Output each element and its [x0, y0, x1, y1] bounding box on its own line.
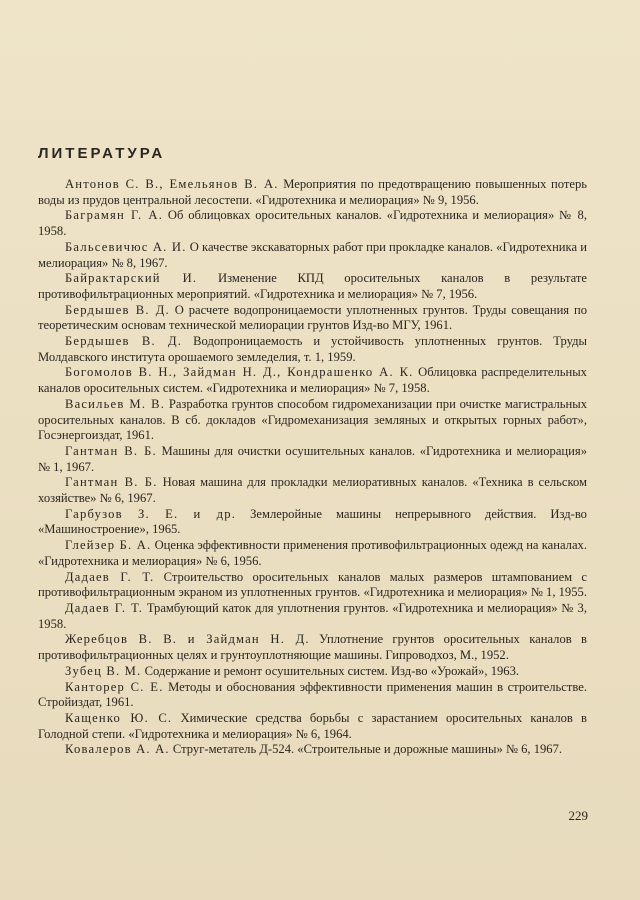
- reference-author: Глейзер Б. А.: [65, 538, 152, 553]
- reference-text: О расчете водопроницаемости уплотненных грунтов. Труды совещания по теоретическим основам технической мелиорации грунтов Изд-во МГУ, 1961.: [38, 302, 587, 333]
- reference-author: Антонов С. В., Емельянов В. А.: [65, 177, 279, 191]
- reference-entry: [38, 271, 587, 302]
- page-number: 229: [568, 808, 588, 823]
- reference-author: Васильев М. В.: [65, 396, 166, 411]
- reference-text: Химические средства борьбы с зарастанием оросительных каналов в Голодной степи. «Гидротехника и мелиорация» № 6, 1964.: [38, 710, 587, 741]
- reference-entry: [38, 570, 587, 601]
- reference-entry: [38, 601, 587, 632]
- reference-text: Изменение КПД оросительных каналов в результате противофильтрационных мероприятий. «Гидротехника и мелиорация» № 7, 1956.: [38, 271, 587, 301]
- reference-text: Оценка эффективности применения противофильтрационных одежд на каналах. «Гидротехника и мелиорация» № 6, 1956.: [38, 538, 587, 568]
- reference-text: Уплотнение грунтов оросительных каналов в противофильтрационных целях и грунтоуплотняющие машины. Гипроводхоз, М., 1952.: [38, 632, 587, 663]
- reference-author: Зубец В. М.: [65, 663, 142, 678]
- reference-text: Об облицовках оросительных каналов. «Гидротехника и мелиорация» № 8, 1958.: [38, 208, 587, 239]
- reference-author: Бальсевичюс А. И.: [65, 239, 187, 254]
- reference-author: Кащенко Ю. С.: [65, 710, 173, 725]
- reference-text: Содержание и ремонт осушительных систем. Изд-во «Урожай», 1963.: [144, 663, 520, 678]
- reference-author: Жеребцов В. В. и Зайдман Н. Д.: [65, 632, 310, 647]
- reference-entry: [38, 365, 587, 396]
- reference-entry: [38, 507, 587, 538]
- reference-author: Дадаев Г. Т.: [65, 569, 155, 584]
- reference-entry: [38, 444, 587, 475]
- reference-entry: [38, 632, 587, 663]
- reference-text: Мероприятия по предотвращению повышенных потерь воды из прудов центральной лесостепи. «Гидротехника и мелиорация» № 9, 1956.: [38, 177, 587, 207]
- reference-entry: [38, 680, 587, 711]
- reference-author: Богомолов В. Н., Зайдман Н. Д., Кондрашенко А. К.: [65, 365, 414, 380]
- reference-text: Разработка грунтов способом гидромеханизации при очистке магистральных оросительных каналов. В сб. докладов «Гидромеханизация земляных и открытых горных работ», Госэнергоиздат, 1961.: [38, 396, 587, 443]
- reference-entry: [38, 664, 587, 680]
- reference-entry: [38, 397, 587, 444]
- reference-author: Гантман В. Б.: [65, 443, 157, 458]
- reference-author: Гарбузов З. Е. и др.: [65, 506, 237, 521]
- reference-author: Бердышев В. Д.: [65, 334, 183, 349]
- reference-author: Дадаев Г. Т.: [65, 600, 144, 615]
- reference-text: Водопроницаемость и устойчивость уплотненных грунтов. Труды Молдавского института орошаемого земледелия, т. 1, 1959.: [38, 334, 587, 364]
- reference-entry: [38, 334, 587, 365]
- reference-entry: [38, 303, 587, 334]
- reference-list: [38, 177, 587, 758]
- reference-author: Канторер С. Е.: [65, 679, 164, 694]
- reference-text: Облицовка распределительных каналов оросительных систем. «Гидротехника и мелиорация» № 7, 1958.: [38, 365, 587, 396]
- reference-text: О качестве экскаваторных работ при прокладке каналов. «Гидротехника и мелиорация» № 8, 1967.: [38, 239, 587, 270]
- reference-text: Машины для очистки осушительных каналов. «Гидротехника и мелиорация» № 1, 1967.: [38, 443, 587, 474]
- reference-text: Методы и обоснования эффективности применения машин в строительстве. Стройиздат, 1961.: [38, 679, 588, 710]
- reference-entry: [38, 177, 587, 208]
- reference-text: Новая машина для прокладки мелиоративных каналов. «Техника в сельском хозяйстве» № 6, 1967.: [38, 475, 588, 506]
- reference-entry: [38, 711, 587, 742]
- reference-entry: [38, 208, 587, 239]
- reference-entry: [38, 538, 587, 569]
- reference-author: Ковалеров А. А.: [65, 742, 170, 757]
- reference-entry: [38, 742, 587, 758]
- reference-text: Землеройные машины непрерывного действия. Изд-во «Машиностроение», 1965.: [38, 506, 587, 537]
- reference-text: Струг-метатель Д-524. «Строительные и дорожные машины» № 6, 1967.: [172, 742, 563, 757]
- page-heading: ЛИТЕРАТУРА: [38, 145, 166, 162]
- reference-text: Трамбующий каток для уплотнения грунтов. «Гидротехника и мелиорация» № 3, 1958.: [38, 600, 587, 631]
- reference-author: Баграмян Г. А.: [65, 208, 164, 223]
- reference-author: Гантман В. Б.: [65, 475, 158, 490]
- reference-author: Байрактарский И.: [65, 271, 198, 286]
- reference-entry: [38, 240, 587, 271]
- reference-author: Бердышев В. Д.: [65, 302, 170, 317]
- reference-entry: [38, 475, 587, 506]
- reference-text: Строительство оросительных каналов малых размеров штампованием с противофильтрационным экраном из уплотненных грунтов. «Гидротехника и мелиорация» № 1, 1955.: [38, 569, 588, 600]
